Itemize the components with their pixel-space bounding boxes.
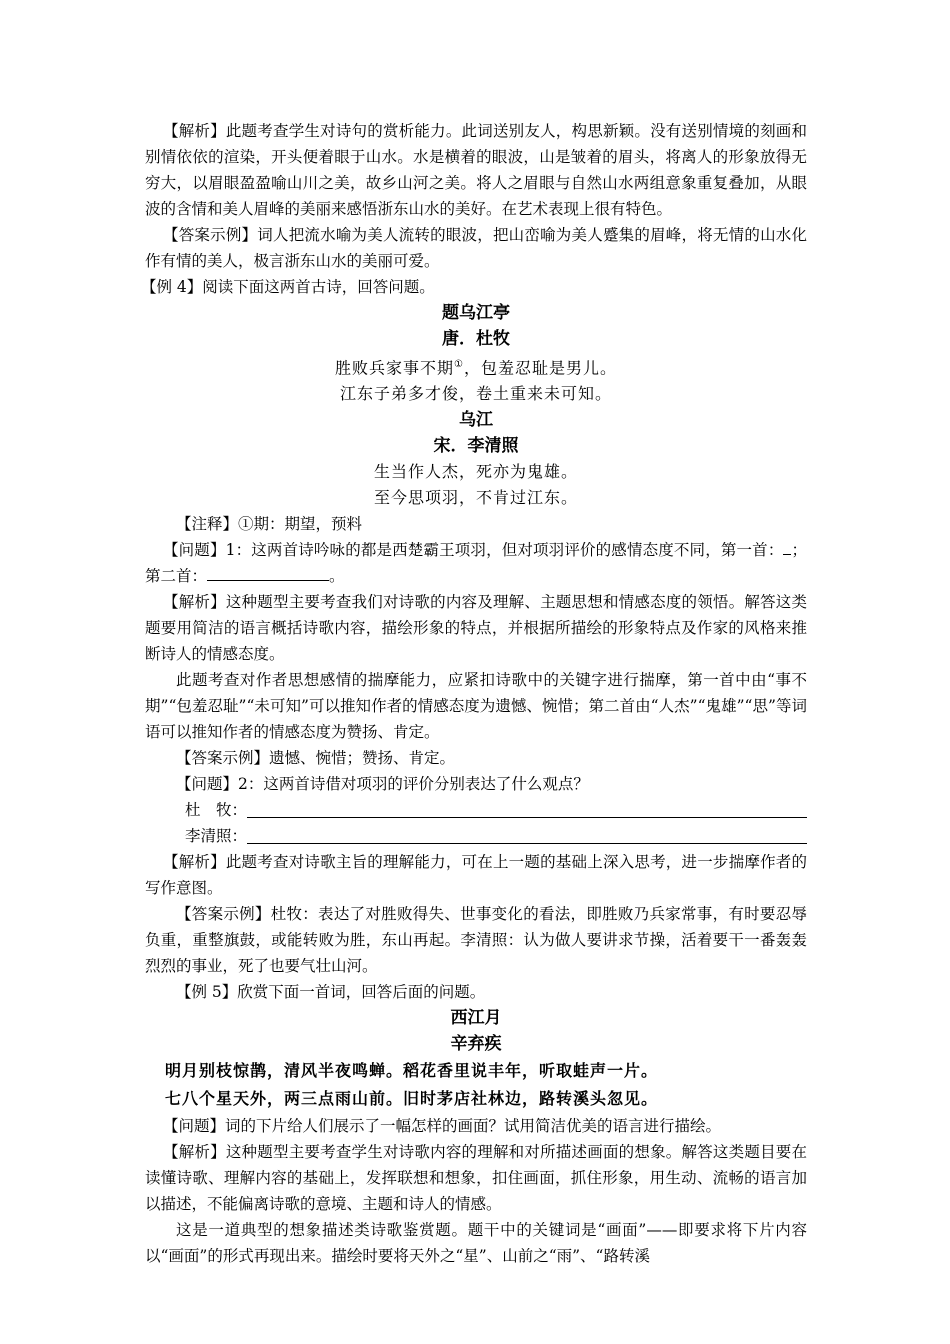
poem-1-line-1 [145, 352, 807, 381]
analysis-paragraph-6: 这是一道典型的想象描述类诗歌鉴赏题。题干中的关键词是“画面”——即要求将下片内容以“画面”的形式再现出来。描绘时要将天外之“星”、山前之“雨”、“路转溪 [145, 1221, 807, 1266]
document-page [141, 118, 807, 1269]
question-1-mid: ；第二首： [145, 541, 807, 586]
footnote-marker: ① [454, 359, 464, 370]
poem-3-line-1: 明月别枝惊鹊，清风半夜鸣蝉。稻花香里说丰年，听取蛙声一片。 [165, 1061, 659, 1081]
answer-example-paragraph: 【答案示例】词人把流水喻为美人流转的眼波，把山峦喻为美人蹙集的眉峰，将无情的山水化作有情的美人，极言浙东山水的美丽可爱。 [145, 226, 807, 270]
poem-3-line-2: 七八个星天外，两三点雨山前。旧时茅店社林边，路转溪头忽见。 [165, 1089, 659, 1109]
question-1-end: 。 [329, 567, 345, 586]
annotation-note: 【注释】①期：期望，预料 [176, 515, 363, 534]
answer-label-dumu: 杜 牧： [185, 801, 248, 820]
answer-blank-2[interactable] [207, 566, 329, 581]
answer-line-li[interactable] [185, 823, 807, 849]
poem-1-title: 题乌江亭 [442, 303, 510, 323]
poem-2-line-2: 至今思项羽，不肯过江东。 [373, 488, 578, 508]
poem-3-author: 辛弃疾 [450, 1034, 502, 1055]
analysis-paragraph-4: 【解析】此题考查对诗歌主旨的理解能力，可在上一题的基础上深入思考，进一步揣摩作者的写作意图。 [145, 853, 807, 898]
example-4-heading: 【例 4】阅读下面这两首古诗，回答问题。 [141, 278, 435, 296]
poem-2-author: 宋．李清照 [433, 436, 519, 457]
poem-1-line-2: 江东子弟多才俊，卷土重来未可知。 [339, 384, 612, 404]
poem-3-title: 西江月 [450, 1008, 502, 1029]
poem-2-title: 乌江 [459, 410, 493, 431]
question-1-text: 【问题】1：这两首诗吟咏的都是西楚霸王项羽，但对项羽评价的感情态度不同，第一首： [163, 541, 784, 560]
analysis-paragraph-2: 【解析】这种题型主要考查我们对诗歌的内容及理解、主题思想和情感态度的领悟。解答这类题要用简洁的语言概括诗歌内容，描绘形象的特点，并根据所描绘的形象特点及作家的风格来推断诗人的情感态度。 [145, 593, 807, 664]
answer-line-dumu[interactable] [185, 797, 807, 823]
analysis-paragraph: 【解析】此题考查学生对诗句的赏析能力。此词送别友人，构思新颖。没有送别情境的刻画和别情依依的渲染，开头便着眼于山水。水是横着的眼波，山是皱着的眉头，将离人的形象放得无穷大，以眉眼盈盈喻山川之美，故乡山河之美。将人之眉眼与自然山水两组意象重复叠加，从眼波的含情和美人眉峰的美丽来感悟浙东山水的美好。在艺术表现上很有特色。 [145, 122, 807, 218]
poem-1-line-1-rest: ，包羞忍耻是男儿。 [463, 358, 617, 378]
example-5-heading: 【例 5】欣赏下面一首词，回答后面的问题。 [176, 983, 486, 1002]
poem-1-line-1-text: 胜败兵家事不期 [335, 358, 455, 378]
answer-underline-dumu[interactable] [247, 799, 807, 818]
poem-2-line-1: 生当作人杰，死亦为鬼雄。 [373, 462, 578, 482]
question-1 [145, 537, 807, 589]
answer-label-li: 李清照： [185, 827, 248, 846]
question-3: 【问题】词的下片给人们展示了一幅怎样的画面？试用简洁优美的语言进行描绘。 [163, 1117, 722, 1136]
analysis-paragraph-5: 【解析】这种题型主要考查学生对诗歌内容的理解和对所描述画面的想象。解答这类题目要在读懂诗歌、理解内容的基础上，发挥联想和想象，扣住画面，抓住形象，用生动、流畅的语言加以描述，不能偏离诗歌的意境、主题和诗人的情感。 [145, 1143, 807, 1214]
answer-example-1: 【答案示例】遗憾、惋惜；赞扬、肯定。 [176, 749, 456, 768]
answer-example-2: 【答案示例】杜牧：表达了对胜败得失、世事变化的看法，即胜败乃兵家常事，有时要忍辱负重，重整旗鼓，或能转败为胜，东山再起。李清照：认为做人要讲求节操，活着要干一番轰轰烈烈的事业，死了也要气壮山河。 [145, 905, 807, 976]
poem-1-author: 唐．杜牧 [442, 329, 510, 349]
analysis-paragraph-3: 此题考查对作者思想感情的揣摩能力，应紧扣诗歌中的关键字进行揣摩，第一首中由“事不期”“包羞忍耻”“未可知”可以推知作者的情感态度为遗憾、惋惜；第二首由“人杰”“鬼雄”“思”等词语可以推知作者的情感态度为赞扬、肯定。 [145, 671, 807, 742]
answer-underline-li[interactable] [247, 825, 807, 844]
question-2: 【问题】2：这两首诗借对项羽的评价分别表达了什么观点？ [176, 775, 589, 794]
